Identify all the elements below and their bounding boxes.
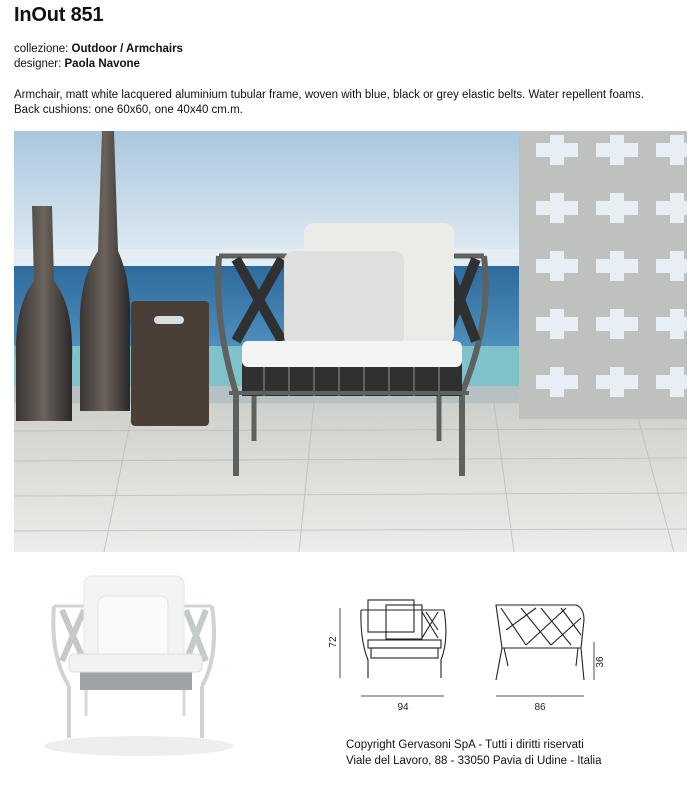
side-view [496, 605, 584, 680]
hero-scene [14, 131, 687, 552]
depth-label: 86 [534, 702, 546, 713]
product-title: InOut 851 [14, 4, 104, 26]
hero-photo [14, 131, 687, 552]
dimension-drawings [326, 590, 606, 720]
seat-height-label: 36 [595, 656, 606, 668]
product-description [14, 88, 684, 118]
height-label: 72 [328, 636, 339, 648]
description-line-1: Armchair, matt white lacquered aluminium tubular frame, woven with blue, black or grey elastic belts. Water repellent foams. [14, 89, 644, 101]
copyright [346, 737, 602, 769]
front-view [361, 600, 446, 678]
width-label: 94 [397, 702, 409, 713]
product-cutout [14, 566, 284, 766]
white-armchair [14, 566, 284, 766]
description-line-2: Back cushions: one 60x60, one 40x40 cm.m. [14, 104, 243, 116]
copyright-line-1: Copyright Gervasoni SpA - Tutti i diritti riservati [346, 739, 584, 751]
technical-drawing [326, 590, 606, 720]
collection-label: collezione: [14, 43, 69, 55]
designer-label: designer: [14, 58, 62, 70]
designer-line [14, 57, 183, 72]
collection-line [14, 42, 183, 57]
collection-value: Outdoor / Armchairs [71, 43, 183, 55]
copyright-line-2: Viale del Lavoro, 88 - 33050 Pavia di Udine - Italia [346, 755, 602, 767]
product-meta [14, 42, 183, 72]
designer-value: Paola Navone [64, 58, 140, 70]
